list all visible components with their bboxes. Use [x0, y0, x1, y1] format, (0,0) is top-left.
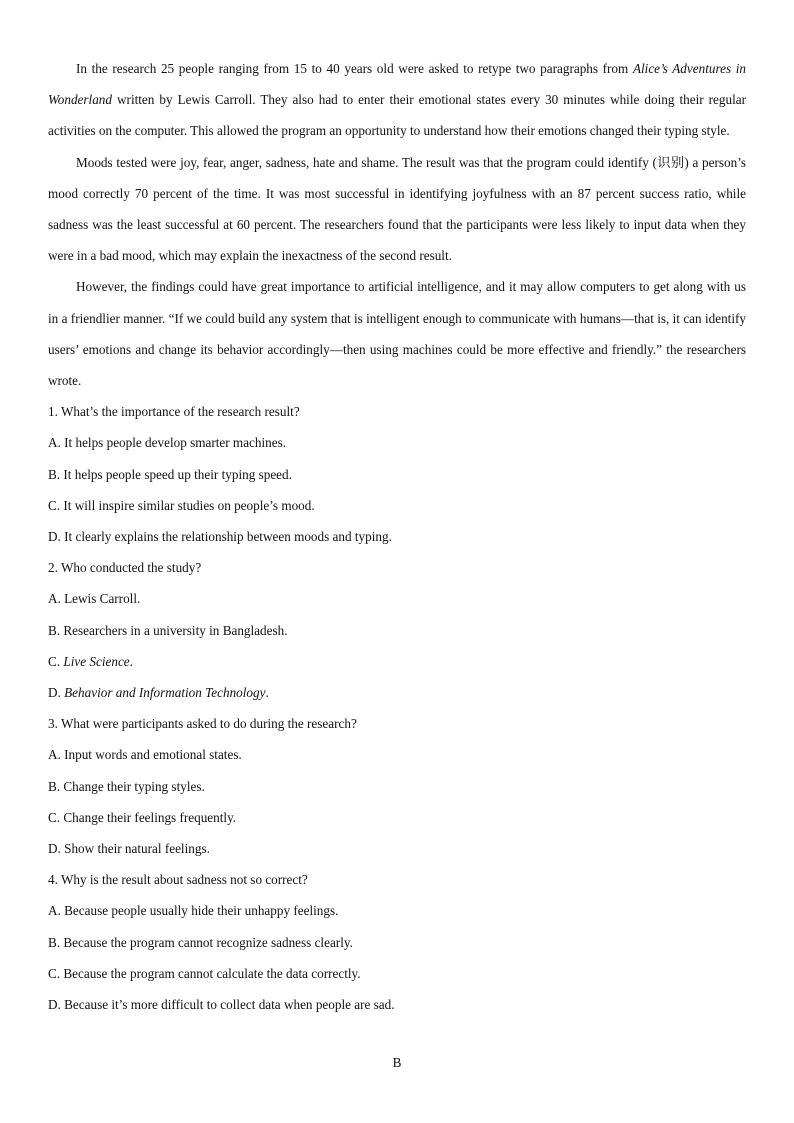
section-label: B — [392, 1055, 402, 1070]
question-4-stem: 4. Why is the result about sadness not so correct? — [48, 872, 308, 888]
question-4-option-b: B. Because the program cannot recognize sadness clearly. — [48, 934, 353, 950]
paragraph-1-text-a: In the research 25 people ranging from 15 to 40 years old were asked to retype two paragraphs from — [76, 61, 633, 76]
question-3-option-c: C. Change their feelings frequently. — [48, 809, 237, 825]
option-text: B. Researchers in a university in Bangladesh. — [48, 622, 288, 638]
option-title: Live Science — [63, 653, 130, 669]
option-letter: C. — [48, 653, 64, 669]
option-suffix: . — [265, 685, 269, 701]
question-2-stem: 2. Who conducted the study? — [48, 560, 202, 576]
question-3-option-b: B. Change their typing styles. — [48, 778, 205, 794]
option-letter: D. — [48, 685, 65, 701]
question-1-option-d: D. It clearly explains the relationship between moods and typing. — [48, 529, 392, 545]
paragraph-3: However, the findings could have great importance to artificial intelligence, and it may allow computers to get along with us in a friendlier manner. “If we could build any system that is intelligent enough to communicate with humans—that is, it can identify users’ emotions and change its behavior accordingly—then using machines could be more effective and friendly.” the researchers wrote. — [48, 279, 746, 389]
paragraph-2: Moods tested were joy, fear, anger, sadness, hate and shame. The result was that the program could identify (识别) a person’s mood correctly 70 percent of the time. It was most successful in identifying joyfulness with an 87 percent success ratio, while sadness was the least successful at 60 percent. The researchers found that the participants were less likely to input data when they were in a bad mood, which may explain the inexactness of the second result. — [48, 154, 746, 264]
question-4-option-c: C. Because the program cannot calculate the data correctly. — [48, 965, 361, 981]
question-1-stem: 1. What’s the importance of the research result? — [48, 404, 300, 420]
question-2-option-d — [48, 677, 746, 708]
question-1-option-a: A. It helps people develop smarter machines. — [48, 435, 287, 451]
question-2-option-c — [48, 646, 746, 677]
question-3-option-d: D. Show their natural feelings. — [48, 841, 210, 857]
option-text: A. Lewis Carroll. — [48, 591, 141, 607]
option-title: Behavior and Information Technology — [64, 685, 266, 701]
book-title: Alice’s Adventures in Wonderland — [48, 61, 746, 108]
article-body — [48, 53, 746, 1020]
option-suffix: . — [129, 653, 133, 669]
question-4-option-d: D. Because it’s more difficult to collect data when people are sad. — [48, 997, 395, 1013]
question-2-option-a — [48, 583, 746, 614]
question-1-option-c: C. It will inspire similar studies on people’s mood. — [48, 497, 315, 513]
question-4-option-a: A. Because people usually hide their unhappy feelings. — [48, 903, 339, 919]
question-1-option-b: B. It helps people speed up their typing speed. — [48, 466, 292, 482]
question-3-stem: 3. What were participants asked to do during the research? — [48, 716, 357, 732]
question-3-option-a: A. Input words and emotional states. — [48, 747, 242, 763]
paragraph-1-text-b: written by Lewis Carroll. They also had to enter their emotional states every 30 minutes while doing their regular activities on the computer. This allowed the program an opportunity to understand how their emotions changed their typing style. — [48, 92, 746, 139]
question-2-option-b — [48, 615, 746, 646]
paragraph-1 — [48, 53, 746, 147]
